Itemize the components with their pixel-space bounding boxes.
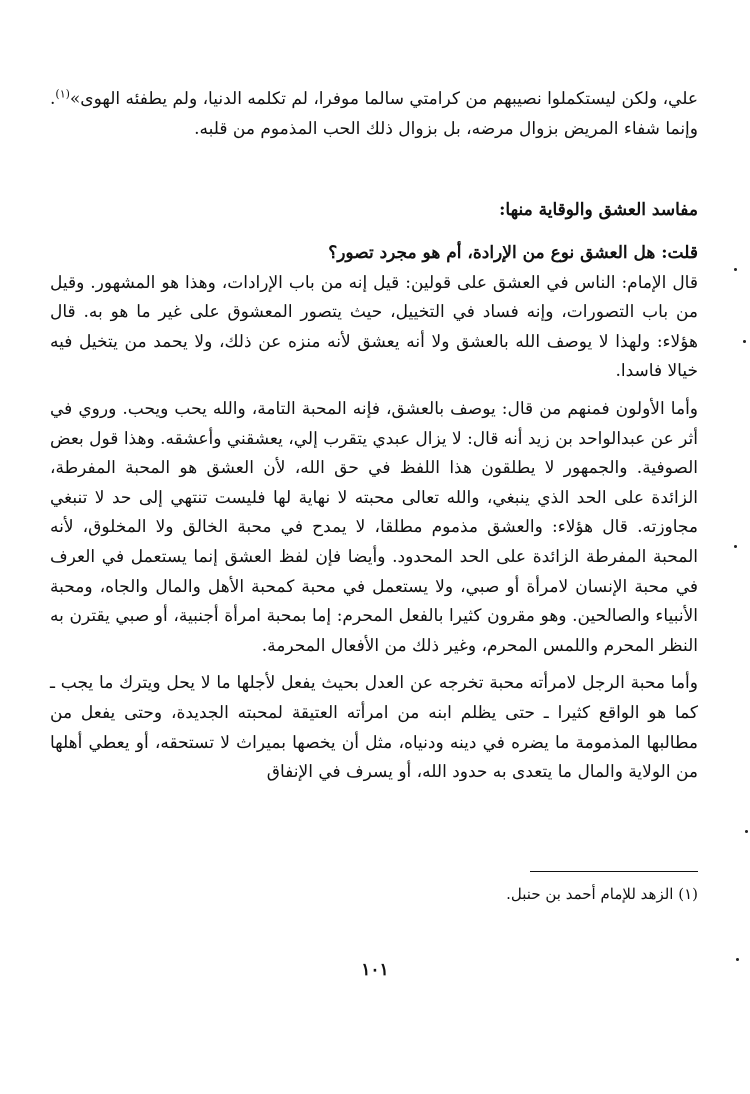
scan-speck: [734, 545, 737, 548]
main-text: [50, 85, 698, 144]
body-text: [50, 239, 698, 788]
scan-speck: [736, 958, 739, 961]
paragraph-1: قال الإمام: الناس في العشق على قولين: قيل إنه من باب الإرادات، وهذا هو المشهور. وقيل من باب التصورات، وإنه فساد في التخييل، حيث يتصور المعشوق على غير ما هو به. قال هؤلاء: ولهذا لا يوصف الله بالعشق ولا أنه يعشق لأنه منزه عن ذلك، ولا يحمد من يتخيل فيه خيالا فاسدا.: [50, 272, 698, 382]
intro-text-after-ref: . وإنما شفاء المريض بزوال مرضه، بل بزوال ذلك الحب المذموم من قلبه.: [49, 89, 698, 139]
section-heading: مفاسد العشق والوقاية منها:: [499, 200, 698, 220]
scan-speck: [745, 830, 748, 833]
footnote-text: (١) الزهد للإمام أحمد بن حنبل.: [506, 885, 698, 903]
scan-speck: [743, 340, 746, 343]
footnote-separator: [530, 871, 698, 872]
scan-speck: [734, 268, 737, 271]
paragraph-3: وأما محبة الرجل لامرأته محبة تخرجه عن العدل بحيث يفعل لأجلها ما لا يحل ويترك ما يجب ـ كما هو الواقع كثيرا ـ حتى يظلم ابنه من امرأته العتيقة لمحبته الجديدة، وحتى يفعل من مطالبها المذمومة ما يضره في دينه ودنياه، مثل أن يخصها بميراث لا تستحقه، أو يعطي أهلها من الولاية والمال ما يتعدى به حدود الله، أو يسرف في الإنفاق: [50, 673, 698, 783]
question-line: قلت: هل العشق نوع من الإرادة، أم هو مجرد تصور؟: [328, 243, 698, 263]
page-number: ١٠١: [361, 960, 389, 980]
footnote-reference: (١): [55, 87, 70, 101]
intro-paragraph: [50, 85, 698, 144]
section-block: [50, 196, 698, 226]
paragraph-2: وأما الأولون فمنهم من قال: يوصف بالعشق، فإنه المحبة التامة، والله يحب ويحب. وروي في أثر عن عبدالواحد بن زيد أنه قال: لا يزال عبدي يتقرب إلي، يعشقني وأعشقه. وهذا قول بعض الصوفية. والجمهور لا يطلقون هذا اللفظ في حق الله، لأن العشق هو المحبة المفرطة، الزائدة على الحد الذي ينبغي، والله تعالى محبته لا نهاية لها فليست تنتهي إلى حد لا تنبغي مجاوزته. قال هؤلاء: والعشق مذموم مطلقا، لا يمدح في محبة الخالق ولا المخلوق، لأنه المحبة المفرطة الزائدة على الحد المحدود. وأيضا فإن لفظ العشق إنما يستعمل في العرف في محبة الإنسان لامرأة أو صبي، ولا يستعمل في محبة كمحبة الأهل والمال والجاه، ومحبة الأنبياء والصالحين. وهو مقرون كثيرا بالفعل المحرم: إما بمحبة امرأة أجنبية، أو صبي يقترن به النظر المحرم واللمس المحرم، وغير ذلك من الأفعال المحرمة.: [50, 398, 698, 656]
intro-text-before-ref: علي، ولكن ليستكملوا نصيبهم من كرامتي سالما موفرا، لم تكلمه الدنيا، ولم يطفئه الهوى»: [69, 89, 698, 109]
